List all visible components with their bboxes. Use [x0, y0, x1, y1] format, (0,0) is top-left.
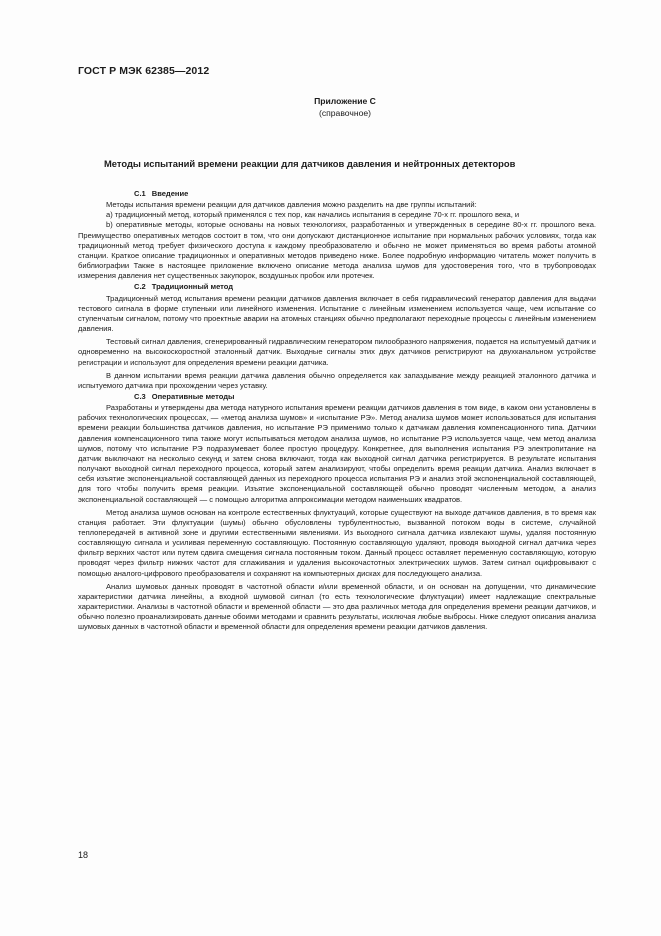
section-title: Оперативные методы — [151, 391, 235, 401]
paragraph: Традиционный метод испытания времени реакции датчиков давления включает в себя гидравлический генератор давления для выдачи тестового сигнала в форме ступеньки или линейного изменения. Испытание с линейным изменением используется чаще, чем испытание со ступенчатым сигналом, потому что проектные аварии на атомных станциях обычно предполагают переходные процессы с линейным изменением давления. — [78, 293, 596, 334]
section-title: Введение — [151, 189, 189, 198]
section-title: Традиционный метод — [151, 282, 234, 292]
list-item-a: а) традиционный метод, который применялся с тех пор, как начались испытания в середине 70-х гг. прошлого века, и — [106, 210, 520, 220]
annex-label — [300, 95, 390, 119]
annex-subtitle: (справочное) — [318, 108, 372, 118]
section-number: С.2 — [134, 282, 146, 292]
list-item-b: b) оперативные методы, которые основаны на новых технологиях, разработанных и утвержденных в середине 80-х гг. прошлого века. Преимущество оперативных методов состоит в том, что они допускают дистанционное испытание при нормальных рабочих условиях, тогда как традиционный метод требует физического доступа к каждому преобразователю и обычно не может применяться во время работы атомной станции. Краткое описание традиционных и оперативных методов приведено ниже. Более подробную информацию читатель может получить в библиографии Также в настоящее приложение включено описание метода анализа шумов для удостоверения того, что в трубопроводах измерения давления нет существенных закупорок, воздушных пробок или протечек. — [78, 220, 596, 281]
document-header: ГОСТ Р МЭК 62385—2012 — [78, 65, 210, 77]
document-body — [78, 188, 596, 633]
section-number: С.3 — [134, 391, 146, 401]
annex-title: Приложение С — [314, 96, 376, 106]
section-heading-online — [78, 392, 596, 402]
section-number: С.1 — [134, 189, 146, 198]
paragraph: Метод анализа шумов основан на контроле естественных флуктуаций, которые существуют на выходе датчиков давления, в то время как станция работает. Эти флуктуации (шумы) обычно обусловлены турбулентностью, вызванной потоком воды в системе, случайной теплопередачей в активной зоне и другими естественными явлениями. Из выходного сигнала датчика извлекают шумы, удаляя постоянную составляющую сигнала и усиливая переменную составляющую. Постоянную составляющую удаляют, проводя выходной сигнал датчика через фильтр верхних частот или путем сдвига смещения сигнала постоянным током. Данный процесс оставляет переменную составляющую, которую проводят через фильтр нижних частот для сглаживания и удаления высокочастотных электрических шумов. Затем сигнал оцифровывают с помощью аналого-цифрового преобразователя и сохраняют на компьютерных дисках для последующего анализа. — [78, 507, 596, 578]
paragraph: Анализ шумовых данных проводят в частотной области и/или временной области, и он основан на допущении, что динамические характеристики датчика линейны, а входной шумовой сигнал (то есть технологические флуктуации) имеет надлежащие спектральные характеристики. Анализы в частотной области и временной области — это два различных метода для определения времени реакции датчиков, и обычно полезно проанализировать данные обоими методами и сравнить результаты, исключая любые выбросы. Ниже следуют описания анализа шумовых данных в частотной области и временной области для определения времени реакции датчиков давления. — [78, 581, 596, 632]
main-title: Методы испытаний времени реакции для датчиков давления и нейтронных детекторов — [104, 158, 516, 169]
paragraph: Методы испытания времени реакции для датчиков давления можно разделить на две группы испытаний: — [106, 200, 477, 210]
paragraph: Разработаны и утверждены два метода натурного испытания времени реакции датчиков давления в том виде, в каком они установлены в рабочих технологических процессах, — «метод анализа шумов» и «испытание РЭ». Метод анализа шумов может использоваться для испытания времени реакции большинства датчиков давления, но испытание РЭ применимо только к датчикам давления компенсационного типа. Датчики давления компенсационного типа также могут испытываться методом анализа шумов, но испытание РЭ используется чаще, чем метод анализа шумов, потому что испытание РЭ подразумевает более простую процедуру. Конкретнее, для выполнения испытания РЭ электропитание на датчик выключают на несколько секунд и затем снова включают, тогда как выходной сигнал датчика регистрируется. В результате испытания получают выходной сигнал переходного процесса, который затем анализируют, чтобы определить время реакции датчика. Анализ включает в себя изъятие экспоненциальной составляющей данных из переходного процесса испытания РЭ и анализ этой экспоненциальной составляющей, для того чтобы получить время реакции. Изъятие экспоненциальной составляющей обычно проводят численным методом, а анализ экспоненциальной составляющей — с помощью алгоритма аппроксимации методом наименьших квадратов. — [78, 403, 596, 504]
section-heading-intro — [78, 189, 596, 199]
page-number: 18 — [78, 850, 89, 860]
paragraph: Тестовый сигнал давления, сгенерированный гидравлическим генератором пилообразного напряжения, подается на испытуемый датчик и одновременно на высокоскоростной эталонный датчик. Выходные сигналы этих двух датчиков регистрируют на двухканальном устройстве регистрации и используют для определения времени реакции датчика. — [78, 337, 596, 367]
paragraph: В данном испытании время реакции датчика давления обычно определяется как запаздывание между реакцией эталонного датчика и испытуемого датчика при прохождении через уставку. — [78, 370, 596, 390]
section-heading-traditional — [78, 282, 596, 292]
